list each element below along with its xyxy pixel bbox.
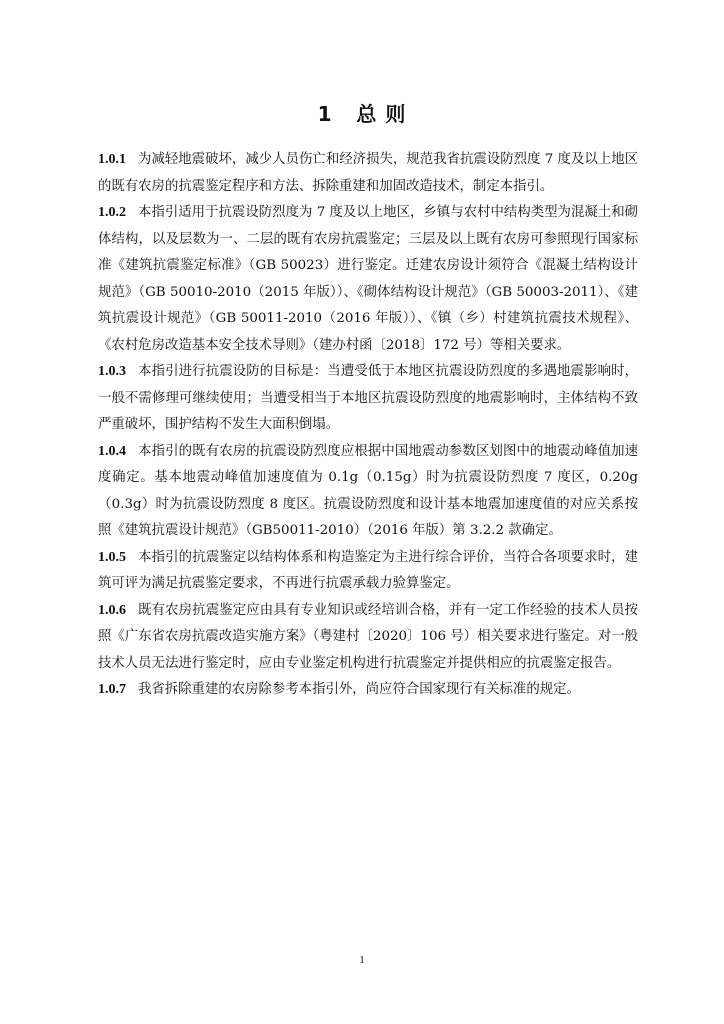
clause-1-0-4	[98, 439, 638, 545]
chapter-title: 1 总 则	[317, 102, 407, 126]
clause-text: 我省拆除重建的农房除参考本指引外，尚应符合国家现行有关标准的规定。	[138, 682, 580, 697]
clause-1-0-3	[98, 359, 638, 439]
clause-number: 1.0.1	[98, 152, 126, 167]
clause-text: 本指引进行抗震设防的目标是：当遭受低于本地区抗震设防烈度的多遇地震影响时，一般不需修理可继续使用；当遭受相当于本地区抗震设防烈度的地震影响时，主体结构不致严重破坏，围护结构不发生大面积倒塌。	[98, 364, 638, 432]
clause-number: 1.0.3	[98, 364, 126, 379]
clause-number: 1.0.4	[98, 443, 126, 459]
clause-text: 既有农房抗震鉴定应由具有专业知识或经培训合格，并有一定工作经验的技术人员按照《广东省农房抗震改造实施方案》（粤建村〔2020〕106 号）相关要求进行鉴定。对一般技术人员无法进行鉴定时，应由专业鉴定机构进行抗震鉴定并提供相应的抗震鉴定报告。	[98, 602, 638, 671]
clause-list	[98, 147, 638, 704]
clause-number: 1.0.2	[98, 205, 126, 220]
clause-1-0-2	[98, 200, 638, 359]
clause-text: 本指引适用于抗震设防烈度为 7 度及以上地区，乡镇与农村中结构类型为混凝土和砌体结构，以及层数为一、二层的既有农房抗震鉴定；三层及以上既有农房可参照现行国家标准《建筑抗震鉴定标准》（GB 50023）进行鉴定。迁建农房设计须符合《混凝土结构设计规范》（GB 50010-2010（2015 年版））、《砌体结构设计规范》（GB 50003-2011）、《建筑抗震设计规范》（GB 50011-2010（2016 年版））、《镇（乡）村建筑抗震技术规程》、《农村危房改造基本安全技术导则》（建办村函〔2018〕172 号）等相关要求。	[98, 205, 638, 353]
clause-1-0-1	[98, 147, 638, 200]
clause-number: 1.0.7	[98, 682, 126, 697]
clause-1-0-7	[98, 677, 638, 704]
clause-1-0-5	[98, 545, 638, 598]
page-number: 1	[359, 954, 365, 966]
clause-text: 为减轻地震破坏，减少人员伤亡和经济损失，规范我省抗震设防烈度 7 度及以上地区的既有农房的抗震鉴定程序和方法、拆除重建和加固改造技术，制定本指引。	[98, 152, 638, 194]
clause-text: 本指引的既有农房的抗震设防烈度应根据中国地震动参数区划图中的地震动峰值加速度确定。基本地震动峰值加速度值为 0.1g（0.15g）时为抗震设防烈度 7 度区，0.20g（0.3g）时为抗震设防烈度 8 度区。抗震设防烈度和设计基本地震加速度值的对应关系按照《建筑抗震设计规范》（GB50011-2010）（2016 年版）第 3.2.2 款确定。	[98, 443, 638, 538]
clause-number: 1.0.5	[98, 549, 126, 565]
clause-number: 1.0.6	[98, 602, 126, 618]
clause-1-0-6	[98, 598, 638, 678]
clause-text: 本指引的抗震鉴定以结构体系和构造鉴定为主进行综合评价，当符合各项要求时，建筑可评为满足抗震鉴定要求，不再进行抗震承载力验算鉴定。	[98, 549, 638, 591]
